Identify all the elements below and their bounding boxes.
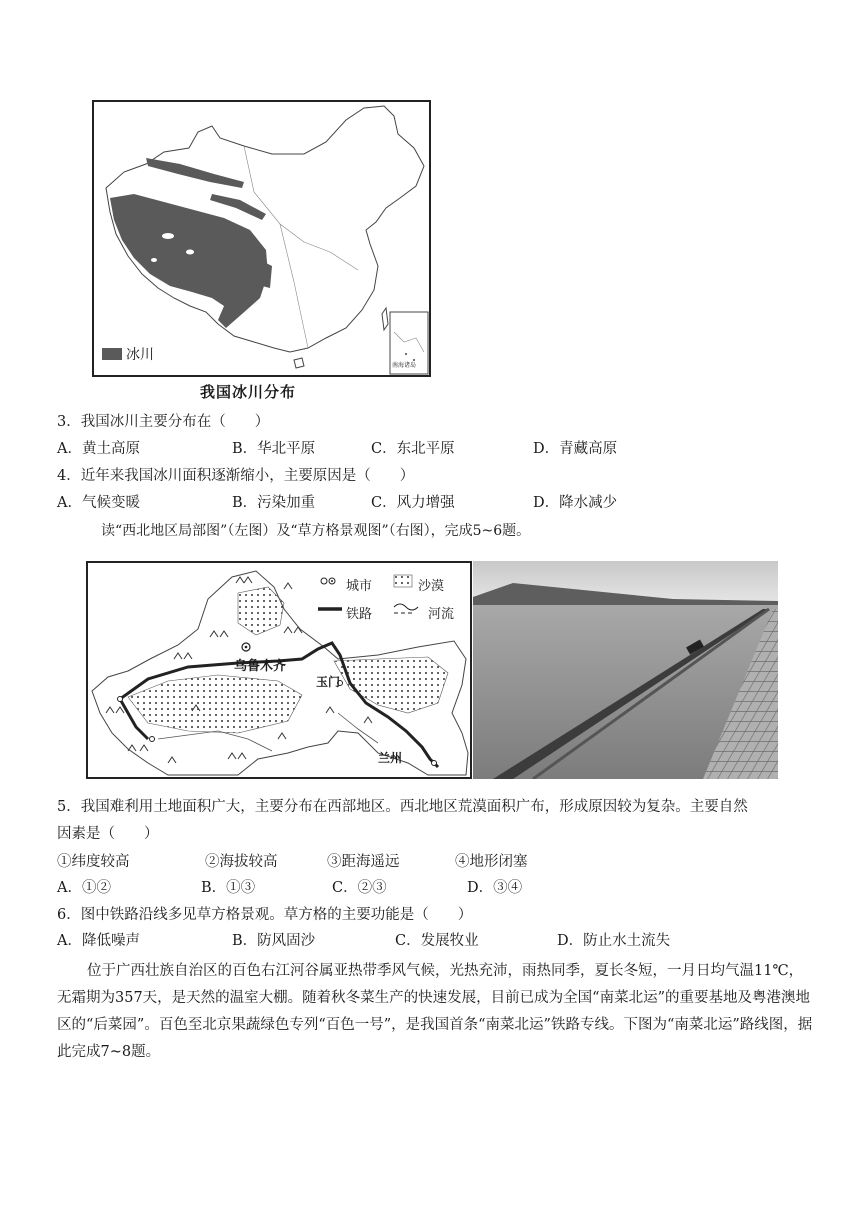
- intro-5-6: 读“西北地区局部图”（左图）及“草方格景观图”（右图），完成5~6题。: [101, 523, 531, 539]
- q4-stem: 4．近年来我国冰川面积逐渐缩小，主要原因是（ ）: [57, 468, 415, 484]
- q5-factor-2: ②海拔较高: [205, 854, 278, 870]
- photo-drawing: [473, 561, 778, 779]
- glacier-map: [92, 100, 431, 377]
- northwest-map: [86, 561, 472, 779]
- q3-option-d[interactable]: D．青藏高原: [533, 441, 618, 457]
- q5-factor-3: ③距海遥远: [327, 854, 400, 870]
- glacier-area-tianshan: [146, 158, 244, 188]
- q4-option-a[interactable]: A．气候变暖: [57, 495, 140, 511]
- legend-label-glacier: 冰川: [126, 347, 154, 363]
- place-label-lanzhou: 兰州: [378, 751, 403, 765]
- passage-7-8: 位于广西壮族自治区的百色右江河谷属亚热带季风气候，光热充沛，雨热同季，夏长冬短，一月日均气温11℃，无霜期为357天，是天然的温室大棚。随着秋冬菜生产的快速发展，目前已成为全国“南菜北运”的重要基地及粤港澳地区的“后菜园”。百色至北京果蔬绿色专列“百色一号”，是我国首条“南菜北运”铁路专线。下图为“南菜北运”路线图，据此完成7~8题。: [57, 963, 813, 1060]
- desert-taklimakan: [128, 675, 302, 733]
- city-marker-lanzhou: [432, 761, 437, 766]
- q4-option-d[interactable]: D．降水减少: [533, 495, 618, 511]
- q6-option-b[interactable]: B．防风固沙: [232, 933, 316, 949]
- q5-option-a[interactable]: A．①②: [57, 880, 111, 896]
- q3-option-a[interactable]: A．黄土高原: [57, 441, 140, 457]
- q5-option-b[interactable]: B．①③: [201, 880, 256, 896]
- inset-label: 南海诸岛: [392, 362, 417, 369]
- china-outline-map: [94, 102, 429, 375]
- figure1-caption: 我国冰川分布: [200, 383, 297, 401]
- q5-option-c[interactable]: C．②③: [332, 880, 387, 896]
- place-label-yumen: 玉门: [316, 675, 341, 689]
- glacier-area-tibet: [110, 194, 268, 328]
- q3-option-c[interactable]: C．东北平原: [371, 441, 455, 457]
- legend-swatch-glacier: [102, 348, 122, 360]
- grass-checkerboard-photo: [473, 561, 778, 779]
- place-label-urumqi: 乌鲁木齐: [234, 659, 287, 674]
- legend-label-city: 城市: [346, 579, 373, 594]
- q5-stem-line1: 5．我国难利用土地面积广大，主要分布在西部地区。西北地区荒漠面积广布，形成原因较为复杂。主要自然: [57, 799, 748, 815]
- q5-option-d[interactable]: D．③④: [467, 880, 523, 896]
- q5-factor-4: ④地形闭塞: [455, 854, 528, 870]
- q6-option-c[interactable]: C．发展牧业: [395, 933, 479, 949]
- glacier-area-qilian: [210, 194, 266, 220]
- q3-stem: 3．我国冰川主要分布在（ ）: [57, 414, 270, 430]
- q6-option-d[interactable]: D．防止水土流失: [557, 933, 671, 949]
- q5-stem-line2: 因素是（ ）: [57, 826, 159, 842]
- q4-option-b[interactable]: B．污染加重: [232, 495, 316, 511]
- legend-label-railway: 铁路: [346, 607, 373, 622]
- q4-option-c[interactable]: C．风力增强: [371, 495, 455, 511]
- q3-option-b[interactable]: B．华北平原: [232, 441, 316, 457]
- q6-stem: 6．图中铁路沿线多见草方格景观。草方格的主要功能是（ ）: [57, 907, 473, 923]
- legend-label-desert: 沙漠: [418, 579, 445, 594]
- legend-label-river: 河流: [428, 607, 455, 622]
- q5-factor-1: ①纬度较高: [57, 854, 130, 870]
- q6-option-a[interactable]: A．降低噪声: [57, 933, 140, 949]
